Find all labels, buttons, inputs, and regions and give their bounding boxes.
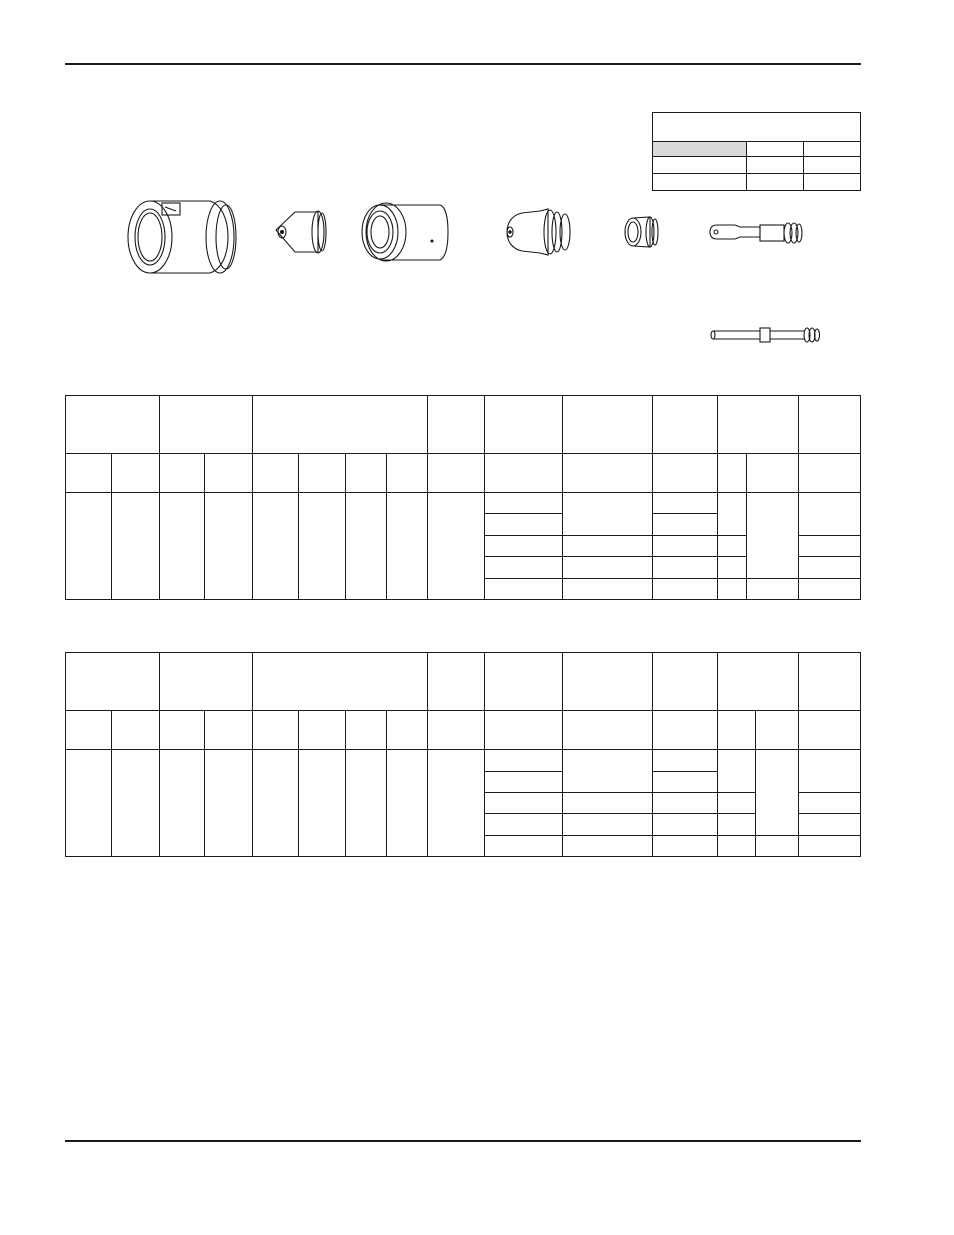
cut-chart-grid	[65, 652, 861, 858]
footer-rule	[65, 1140, 861, 1142]
nozzle-illustration	[507, 209, 570, 255]
cut-chart-table	[65, 652, 861, 858]
swirl-ring-illustration	[625, 217, 658, 247]
cut-chart-grid	[65, 395, 861, 601]
legend-shaded-cell	[653, 142, 746, 156]
retaining-cap-illustration	[128, 201, 236, 273]
outer-retaining-cap-illustration	[362, 203, 448, 261]
legend-table-grid	[652, 112, 861, 192]
water-tube-illustration	[711, 328, 820, 342]
cut-chart-table	[65, 395, 861, 601]
shield-illustration	[276, 211, 326, 253]
electrode-illustration	[710, 223, 802, 243]
consumable-parts-illustration	[110, 185, 840, 360]
legend-table	[652, 112, 861, 192]
header-rule	[65, 63, 861, 65]
